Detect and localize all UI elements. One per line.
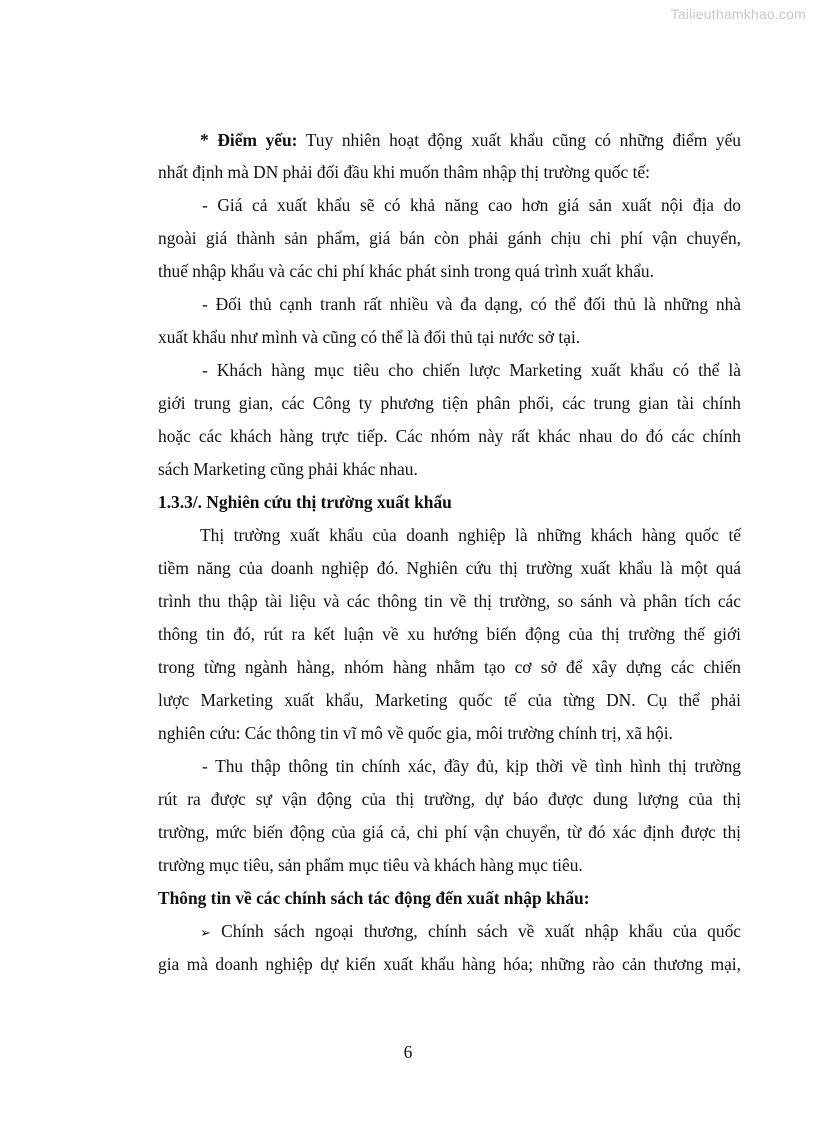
- section-p1-line-2: tiềm năng của doanh nghiệp đó. Nghiên cứu thị trường xuất khẩu là một quá: [158, 558, 741, 578]
- weakness-item-2-line-2: xuất khẩu như mình và cũng có thể là đối thủ tại nước sở tại.: [158, 327, 581, 347]
- weakness-item-1-line-2: ngoài giá thành sản phẩm, giá bán còn phải gánh chịu chi phí vận chuyển,: [158, 228, 741, 248]
- weakness-label: * Điểm yếu:: [200, 130, 298, 150]
- section-p2-line-1: - Thu thập thông tin chính xác, đầy đủ, kịp thời về tình hình thị trường: [202, 756, 741, 776]
- section-p1-line-6: lược Marketing xuất khẩu, Marketing quốc tế của từng DN. Cụ thể phải: [158, 690, 741, 710]
- policy-bullet-text: Chính sách ngoại thương, chính sách về xuất nhập khẩu của quốc: [210, 921, 741, 941]
- section-p1-line-5: trong từng ngành hàng, nhóm hàng nhằm tạo cơ sở để xây dựng các chiến: [158, 657, 741, 677]
- weakness-item-3-line-3: hoặc các khách hàng trực tiếp. Các nhóm này rất khác nhau do đó các chính: [158, 426, 741, 446]
- weakness-item-3-line-2: giới trung gian, các Công ty phương tiện phân phối, các trung gian tài chính: [158, 393, 741, 413]
- weakness-item-2-line-1: - Đối thủ cạnh tranh rất nhiều và đa dạng, có thể đối thủ là những nhà: [202, 294, 741, 314]
- section-p1-line-1: Thị trường xuất khẩu của doanh nghiệp là những khách hàng quốc tế: [200, 525, 741, 545]
- section-p1-line-3: trình thu thập tài liệu và các thông tin về thị trường, so sánh và phân tích các: [158, 591, 741, 611]
- watermark: Tailieuthamkhao.com: [670, 6, 806, 22]
- policy-bullet-line-1: [158, 921, 741, 944]
- policy-bullet-line-2: gia mà doanh nghiệp dự kiến xuất khẩu hàng hóa; những rào cản thương mại,: [158, 954, 741, 974]
- arrow-bullet-icon: ➢: [200, 926, 211, 941]
- policy-heading: Thông tin về các chính sách tác động đến xuất nhập khẩu:: [158, 888, 590, 908]
- section-p2-line-4: trường mục tiêu, sản phẩm mục tiêu và khách hàng mục tiêu.: [158, 855, 583, 875]
- page-number: 6: [403, 1042, 413, 1062]
- weakness-item-1-line-1: - Giá cả xuất khẩu sẽ có khả năng cao hơn giá sản xuất nội địa do: [202, 195, 741, 215]
- weakness-intro-line-1: [158, 130, 741, 150]
- weakness-item-3-line-4: sách Marketing cũng phải khác nhau.: [158, 459, 418, 479]
- weakness-item-3-line-1: - Khách hàng mục tiêu cho chiến lược Marketing xuất khẩu có thể là: [202, 360, 741, 380]
- weakness-intro-text: Tuy nhiên hoạt động xuất khẩu cũng có những điểm yếu: [297, 130, 741, 150]
- weakness-intro-line-2: nhất định mà DN phải đối đầu khi muốn thâm nhập thị trường quốc tế:: [158, 162, 650, 182]
- section-p1-line-7: nghiên cứu: Các thông tin vĩ mô về quốc gia, môi trường chính trị, xã hội.: [158, 723, 673, 743]
- section-heading: 1.3.3/. Nghiên cứu thị trường xuất khẩu: [158, 492, 452, 512]
- weakness-item-1-line-3: thuế nhập khẩu và các chi phí khác phát sinh trong quá trình xuất khẩu.: [158, 261, 654, 281]
- section-p1-line-4: thông tin đó, rút ra kết luận về xu hướng biến động của thị trường thế giới: [158, 624, 741, 644]
- section-p2-line-2: rút ra được sự vận động của thị trường, dự báo được dung lượng của thị: [158, 789, 741, 809]
- section-p2-line-3: trường, mức biến động của giá cả, chi phí vận chuyển, từ đó xác định được thị: [158, 822, 741, 842]
